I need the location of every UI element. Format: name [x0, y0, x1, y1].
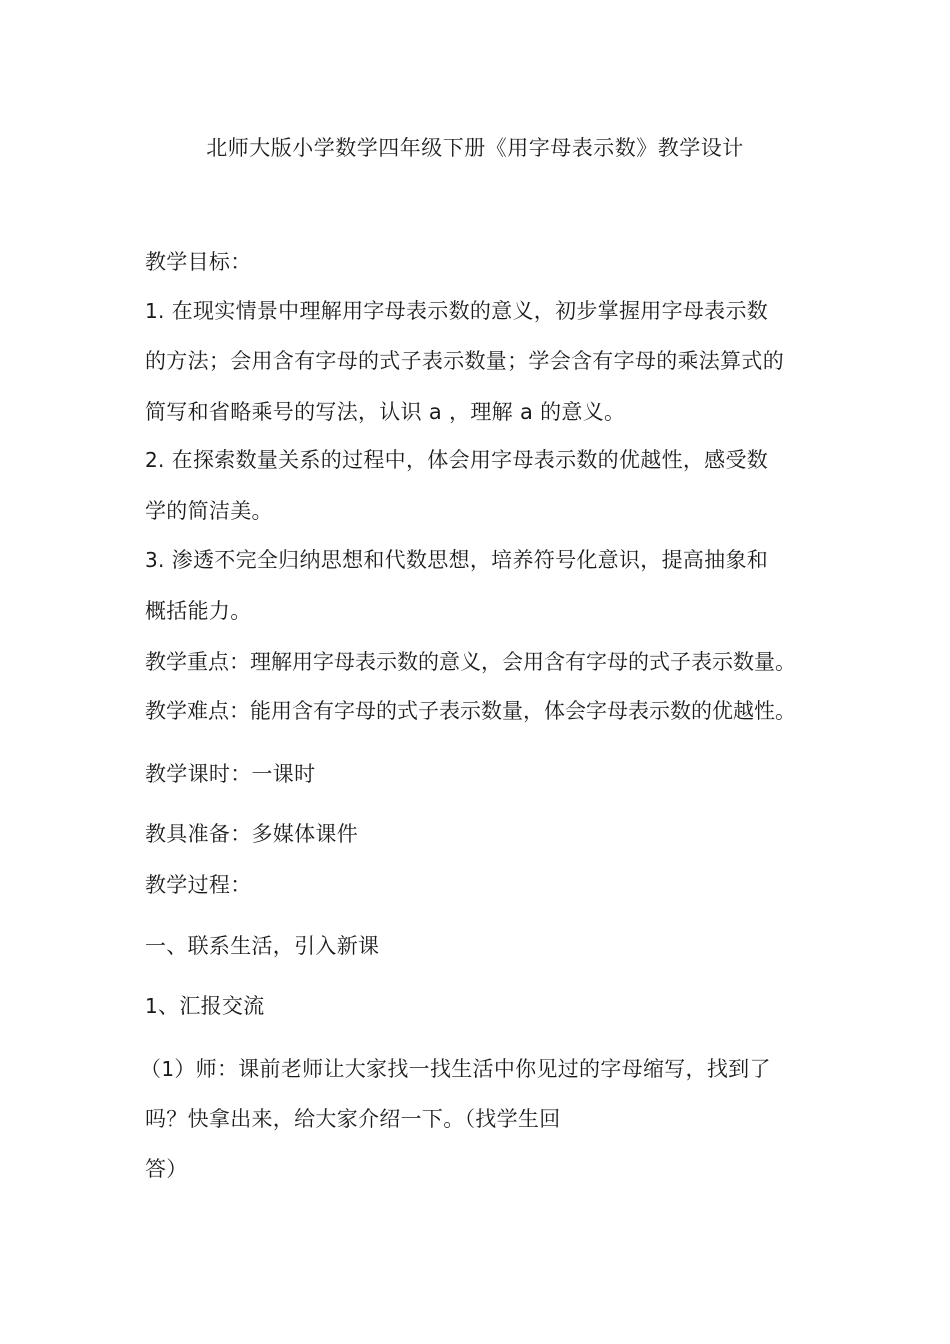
subsection-1-text: 、汇报交流: [158, 994, 265, 1018]
goal-2-number: 2.: [145, 448, 165, 472]
key-point: 教学重点：理解用字母表示数的意义，会用含有字母的式子表示数量。: [145, 650, 796, 674]
process-heading: 教学过程：: [145, 873, 252, 897]
paragraph-1-text-1: ）师：课前老师让大家找一找生活中你见过的字母缩写，找到了: [174, 1057, 771, 1081]
goals-heading: 教学目标：: [145, 250, 252, 274]
document-title: 北师大版小学数学四年级下册《用字母表示数》教学设计: [206, 136, 744, 160]
goal-2-line-1: [145, 444, 768, 474]
goal-1-variable-1: a: [428, 400, 443, 424]
paragraph-1-open-paren: （: [140, 1057, 162, 1081]
goal-1-text-3b: ，理解: [449, 400, 513, 424]
difficulty: 教学难点：能用含有字母的式子表示数量，体会字母表示数的优越性。: [145, 699, 796, 723]
goal-2-line-2: 学的简洁美。: [145, 499, 273, 523]
paragraph-1-number: 1: [161, 1057, 175, 1081]
goal-3-number: 3.: [145, 548, 165, 572]
section-1-heading: 一、联系生活，引入新课: [145, 934, 380, 958]
goal-3-line-2: 概括能力。: [145, 599, 252, 623]
subsection-1-heading: [145, 990, 265, 1020]
goal-1-line-2: 的方法；会用含有字母的式子表示数量；学会含有字母的乘法算式的: [145, 349, 784, 373]
paragraph-1-line-3: 答）: [145, 1157, 188, 1181]
subsection-1-number: 1: [145, 994, 159, 1018]
teaching-tools: 教具准备：多媒体课件: [145, 822, 358, 846]
goal-1-variable-2: a: [519, 400, 534, 424]
goal-1-line-1: [145, 295, 768, 325]
paragraph-1-line-1: [140, 1053, 771, 1083]
goal-3-text-1: 渗透不完全归纳思想和代数思想，培养符号化意识，提高抽象和: [171, 548, 769, 572]
goal-2-text-1: 在探索数量关系的过程中，体会用字母表示数的优越性，感受数: [171, 448, 769, 472]
goal-1-line-3: [145, 396, 625, 426]
goal-1-text-1: 在现实情景中理解用字母表示数的意义，初步掌握用字母表示数: [171, 299, 769, 323]
goal-1-text-3c: 的意义。: [540, 400, 626, 424]
goal-1-text-3a: 简写和省略乘号的写法，认识: [145, 400, 422, 424]
goal-3-line-1: [145, 544, 768, 574]
goal-1-number: 1.: [145, 299, 165, 323]
paragraph-1-line-2: 吗？快拿出来，给大家介绍一下。（找学生回: [145, 1107, 561, 1131]
lesson-time: 教学课时：一课时: [145, 762, 316, 786]
